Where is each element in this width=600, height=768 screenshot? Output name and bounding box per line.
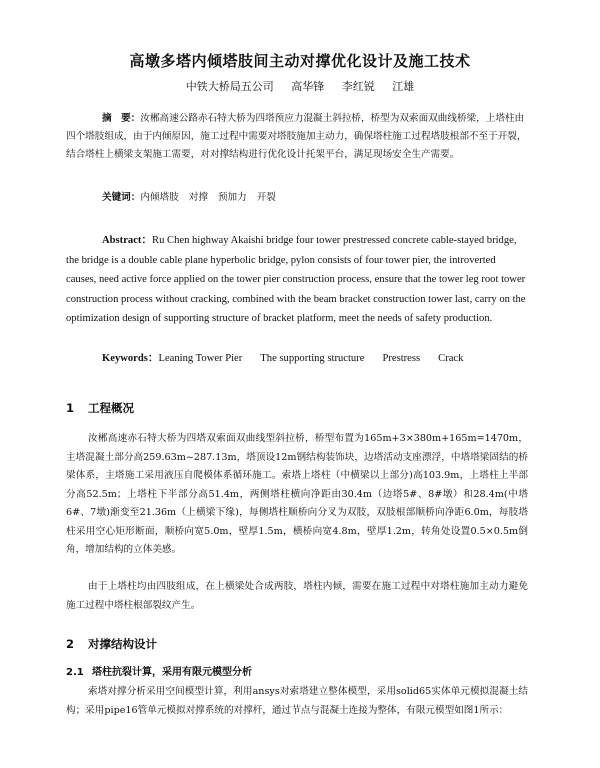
paper-title: 高墩多塔内倾塔肢间主动对撑优化设计及施工技术 <box>129 52 471 70</box>
author-line <box>0 78 600 94</box>
abstract-english <box>66 231 528 329</box>
abstract-cn-label: 摘 要： <box>102 113 141 124</box>
section-title: 工程概况 <box>88 401 134 415</box>
keyword: 预加力 <box>217 192 247 203</box>
abstract-en-text: Ru Chen highway Akaishi bridge four tower prestressed concrete cable-stayed bridge, the bridge is a double cable plane hyperbolic bridge, pylon consists of four tower pier, the introverted causes, need active force applied on the tower pier construction process, ensure that the tower leg root tower construction process without cracking, combined with the beam bracket construction tower last, carry on the optimization design of supporting structure of bracket platform, meet the needs of safety production. <box>66 235 526 325</box>
section-number: 1 <box>66 401 75 415</box>
section-heading <box>66 636 157 652</box>
keyword: Prestress <box>382 353 421 364</box>
keyword: Leaning Tower Pier <box>158 353 243 364</box>
keyword: The supporting structure <box>260 353 365 364</box>
keyword: 开裂 <box>256 192 276 203</box>
author-name: 江雄 <box>392 80 415 93</box>
keywords-english <box>102 350 481 365</box>
author-name: 高华锋 <box>291 80 325 93</box>
keywords-en-label: Keywords： <box>102 353 159 364</box>
keywords-chinese <box>102 189 286 203</box>
keywords-cn-label: 关键词： <box>102 192 141 203</box>
body-paragraph: 由于上塔柱均由四肢组成，在上横梁处合成两肢，塔柱内倾，需要在施工过程中对塔柱施加主动力避免施工过程中塔柱根部裂纹产生。 <box>66 581 528 611</box>
section-title: 对撑结构设计 <box>88 637 157 651</box>
section-number: 2 <box>66 637 75 651</box>
body-paragraph: 索塔对撑分析采用空间模型计算，利用ansys对索塔建立整体模型，采用solid65实体单元模拟混凝土结构；采用pipe16管单元模拟对撑系统的对撑杆，通过节点与混凝土连接为整体，有限元模型如图1所示： <box>66 686 528 716</box>
body-paragraph: 汝郴高速赤石特大桥为四塔双索面双曲线型斜拉桥，桥型布置为165m+3×380m+165m=1470m，主塔混凝土部分高259.63m~287.13m，塔顶设12m钢结构装饰块，边塔活动支座漂浮，中塔塔梁固结的桥梁体系，主塔施工采用液压自爬模体系循环施工。索塔上塔柱（中横梁以上部分)高103.9m，上塔柱上半部分高52.5m；上塔柱下半部分高51.4m，两侧塔柱横向净距由30.4m（边塔5#、8#墩）和28.4m(中塔6#、7墩)渐变至21.36m（上横梁下缘)，每侧塔柱顺桥向分叉为双肢，双肢根部顺桥向净距6.0m，每肢塔柱采用空心矩形断面，顺桥向宽5.0m，壁厚1.5m，横桥向宽4.8m，壁厚1.2m，转角处设置0.5×0.5m倒角，增加结构的立体美感。 <box>66 433 528 555</box>
keyword: 内倾塔肢 <box>140 192 179 203</box>
subsection-title: 塔柱抗裂计算，采用有限元模型分析 <box>92 667 252 678</box>
subsection-heading <box>66 663 252 678</box>
author-affiliation: 中铁大桥局五公司 <box>185 80 274 93</box>
keyword: Crack <box>438 353 464 364</box>
subsection-number: 2.1 <box>66 667 84 678</box>
abstract-cn-text: 汝郴高速公路赤石特大桥为四塔预应力混凝土斜拉桥，桥型为双索面双曲线桥梁，上塔柱由四个塔肢组成，由于内倾原因，施工过程中需要对塔肢施加主动力，确保塔柱施工过程塔肢根部不至于开裂，结合塔柱上横梁支架施工需要，对对撑结构进行优化设计托架平台，满足现场安全生产需要。 <box>66 113 527 160</box>
abstract-en-label: Abstract： <box>102 235 153 246</box>
author-name: 李红锐 <box>341 80 375 93</box>
section-heading <box>66 400 134 416</box>
abstract-chinese <box>66 110 528 164</box>
keyword: 对撑 <box>188 192 208 203</box>
